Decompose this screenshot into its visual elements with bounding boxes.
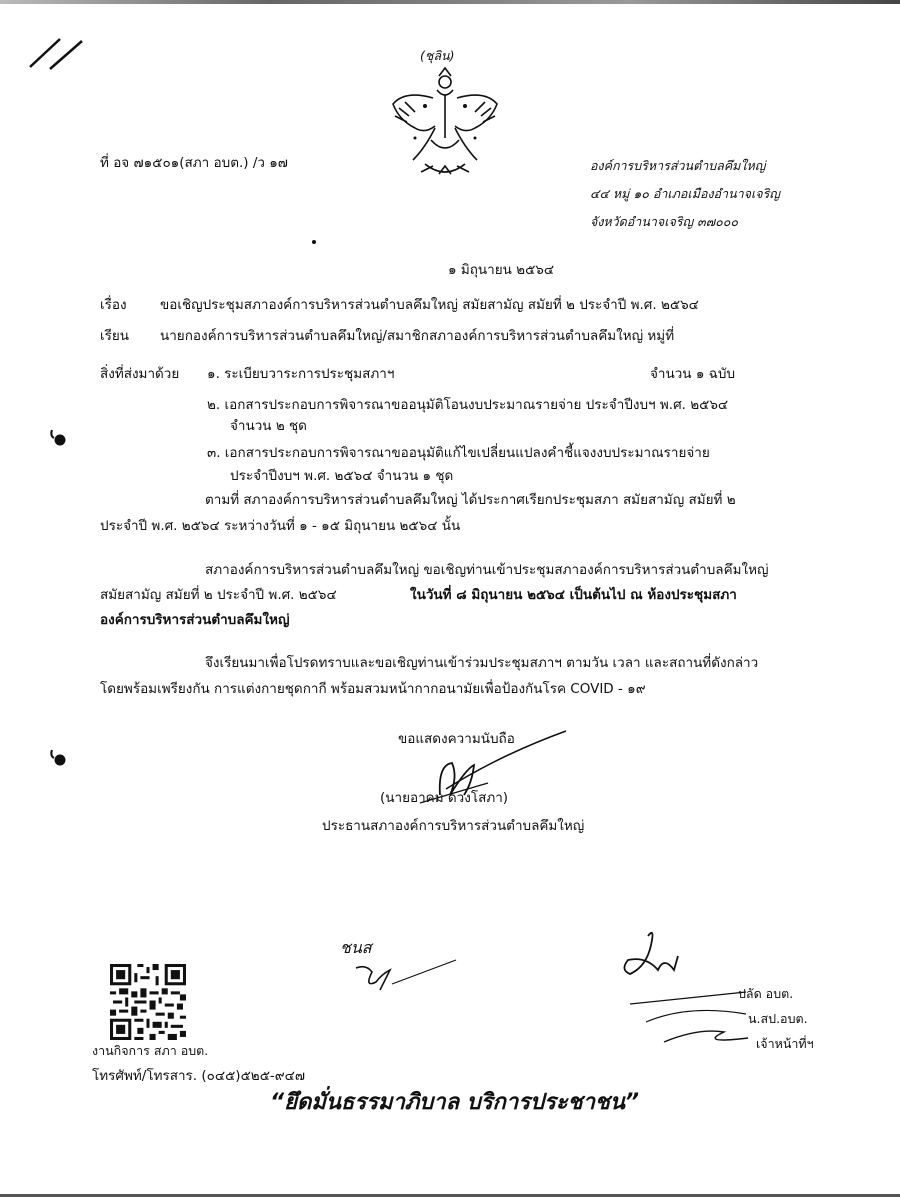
paragraph-2-line-2b: ในวันที่ ๘ มิถุนายน ๒๕๖๔ เป็นต้นไป ณ ห้องประชุมสภา <box>410 587 737 603</box>
sender-address-line-3: จังหวัดอำนาจเจริญ ๓๗๐๐๐ <box>590 214 738 229</box>
enclosure-item-2-qty: จำนวน ๒ ชุด <box>230 418 307 434</box>
paragraph-1-line-2: ประจำปี พ.ศ. ๒๕๖๔ ระหว่างวันที่ ๑ - ๑๕ มิถุนายน ๒๕๖๔ นั้น <box>100 518 461 534</box>
recipient-label: เรียน <box>100 328 130 344</box>
footer-office: งานกิจการ สภา อบต. <box>92 1043 209 1058</box>
paragraph-3-line-2: โดยพร้อมเพรียงกัน การแต่งกายชุดกากี พร้อมสวมหน้ากากอนามัยเพื่อป้องกันโรค COVID - ๑๙ <box>100 681 646 697</box>
footer-phone: โทรศัพท์/โทรสาร. (๐๔๕)๕๒๕-๙๔๗ <box>92 1068 306 1084</box>
enclosures-label: สิ่งที่ส่งมาด้วย <box>100 366 180 382</box>
enclosure-item-1-qty: จำนวน ๑ ฉบับ <box>650 366 736 382</box>
enclosure-item-3-cont: ประจำปีงบฯ พ.ศ. ๒๕๖๔ จำนวน ๑ ชุด <box>230 468 454 484</box>
document-number: ที่ อจ ๗๑๕๐๑(สภา อบต.) /ว ๑๗ <box>100 155 288 171</box>
enclosure-item-1: ๑. ระเบียบวาระการประชุมสภาฯ <box>207 366 395 382</box>
subject-text: ขอเชิญประชุมสภาองค์การบริหารส่วนตำบลคึมใหญ่ สมัยสามัญ สมัยที่ ๒ ประจำปี พ.ศ. ๒๕๖๔ <box>160 297 699 313</box>
subject-label: เรื่อง <box>100 297 127 313</box>
paragraph-1-line-1: ตามที่ สภาองค์การบริหารส่วนตำบลคึมใหญ่ ได้ประกาศเรียกประชุมสภา สมัยสามัญ สมัยที่ ๒ <box>205 492 736 508</box>
paragraph-2-line-2a: สมัยสามัญ สมัยที่ ๒ ประจำปี พ.ศ. ๒๕๖๔ <box>100 587 337 603</box>
garuda-emblem-icon <box>385 68 505 188</box>
scan-speck <box>312 240 316 244</box>
punch-hole-mark <box>48 428 68 448</box>
paragraph-3-line-1: จึงเรียนมาเพื่อโปรดทราบและขอเชิญท่านเข้าร่วมประชุมสภาฯ ตามวัน เวลา และสถานที่ดังกล่าว <box>205 655 759 671</box>
initials-line-2: น.สป.อบต. <box>748 1011 808 1026</box>
initials-line-3: เจ้าหน้าที่ฯ <box>756 1036 814 1051</box>
sender-address-line-1: องค์การบริหารส่วนตำบลคึมใหญ่ <box>590 158 766 173</box>
recipient-text: นายกองค์การบริหารส่วนตำบลคึมใหญ่/สมาชิกสภาองค์การบริหารส่วนตำบลคึมใหญ่ หมู่ที่ <box>160 328 675 344</box>
handwritten-note: ชนส <box>340 938 372 957</box>
paragraph-2-line-1: สภาองค์การบริหารส่วนตำบลคึมใหญ่ ขอเชิญท่านเข้าประชุมสภาองค์การบริหารส่วนตำบลคึมใหญ่ <box>205 562 769 578</box>
footer-slogan: “ยึดมั่นธรรมาภิบาล บริการประชาชน” <box>270 1090 640 1115</box>
handwritten-note-strokes <box>352 958 462 1008</box>
enclosure-item-3: ๓. เอกสารประกอบการพิจารณาขออนุมัติแก้ไขเปลี่ยนแปลงคำชี้แจงงบประมาณรายจ่าย <box>207 445 710 461</box>
signer-name: (นายอาคม ดวงโสภา) <box>380 790 509 806</box>
scan-edge-top <box>0 0 900 4</box>
sender-address-line-2: ๔๔ หมู่ ๑๐ อำเภอเมืองอำนาจเจริญ <box>590 186 780 201</box>
paragraph-2-line-3: องค์การบริหารส่วนตำบลคึมใหญ่ <box>100 612 290 628</box>
closing-phrase: ขอแสดงความนับถือ <box>398 731 515 747</box>
punch-hole-mark <box>48 748 68 768</box>
signer-title: ประธานสภาองค์การบริหารส่วนตำบลคึมใหญ่ <box>322 818 585 834</box>
enclosure-item-2: ๒. เอกสารประกอบการพิจารณาขออนุมัติโอนงบประมาณรายจ่าย ประจำปีงบฯ พ.ศ. ๒๕๖๔ <box>207 397 729 413</box>
stamp-top: (ชุลิน) <box>420 48 455 63</box>
handwritten-filing-mark <box>28 35 98 75</box>
initials-line-1: ปลัด อบต. <box>738 986 794 1001</box>
document-date: ๑ มิถุนายน ๒๕๖๔ <box>448 262 555 278</box>
qr-code-icon <box>110 964 186 1040</box>
